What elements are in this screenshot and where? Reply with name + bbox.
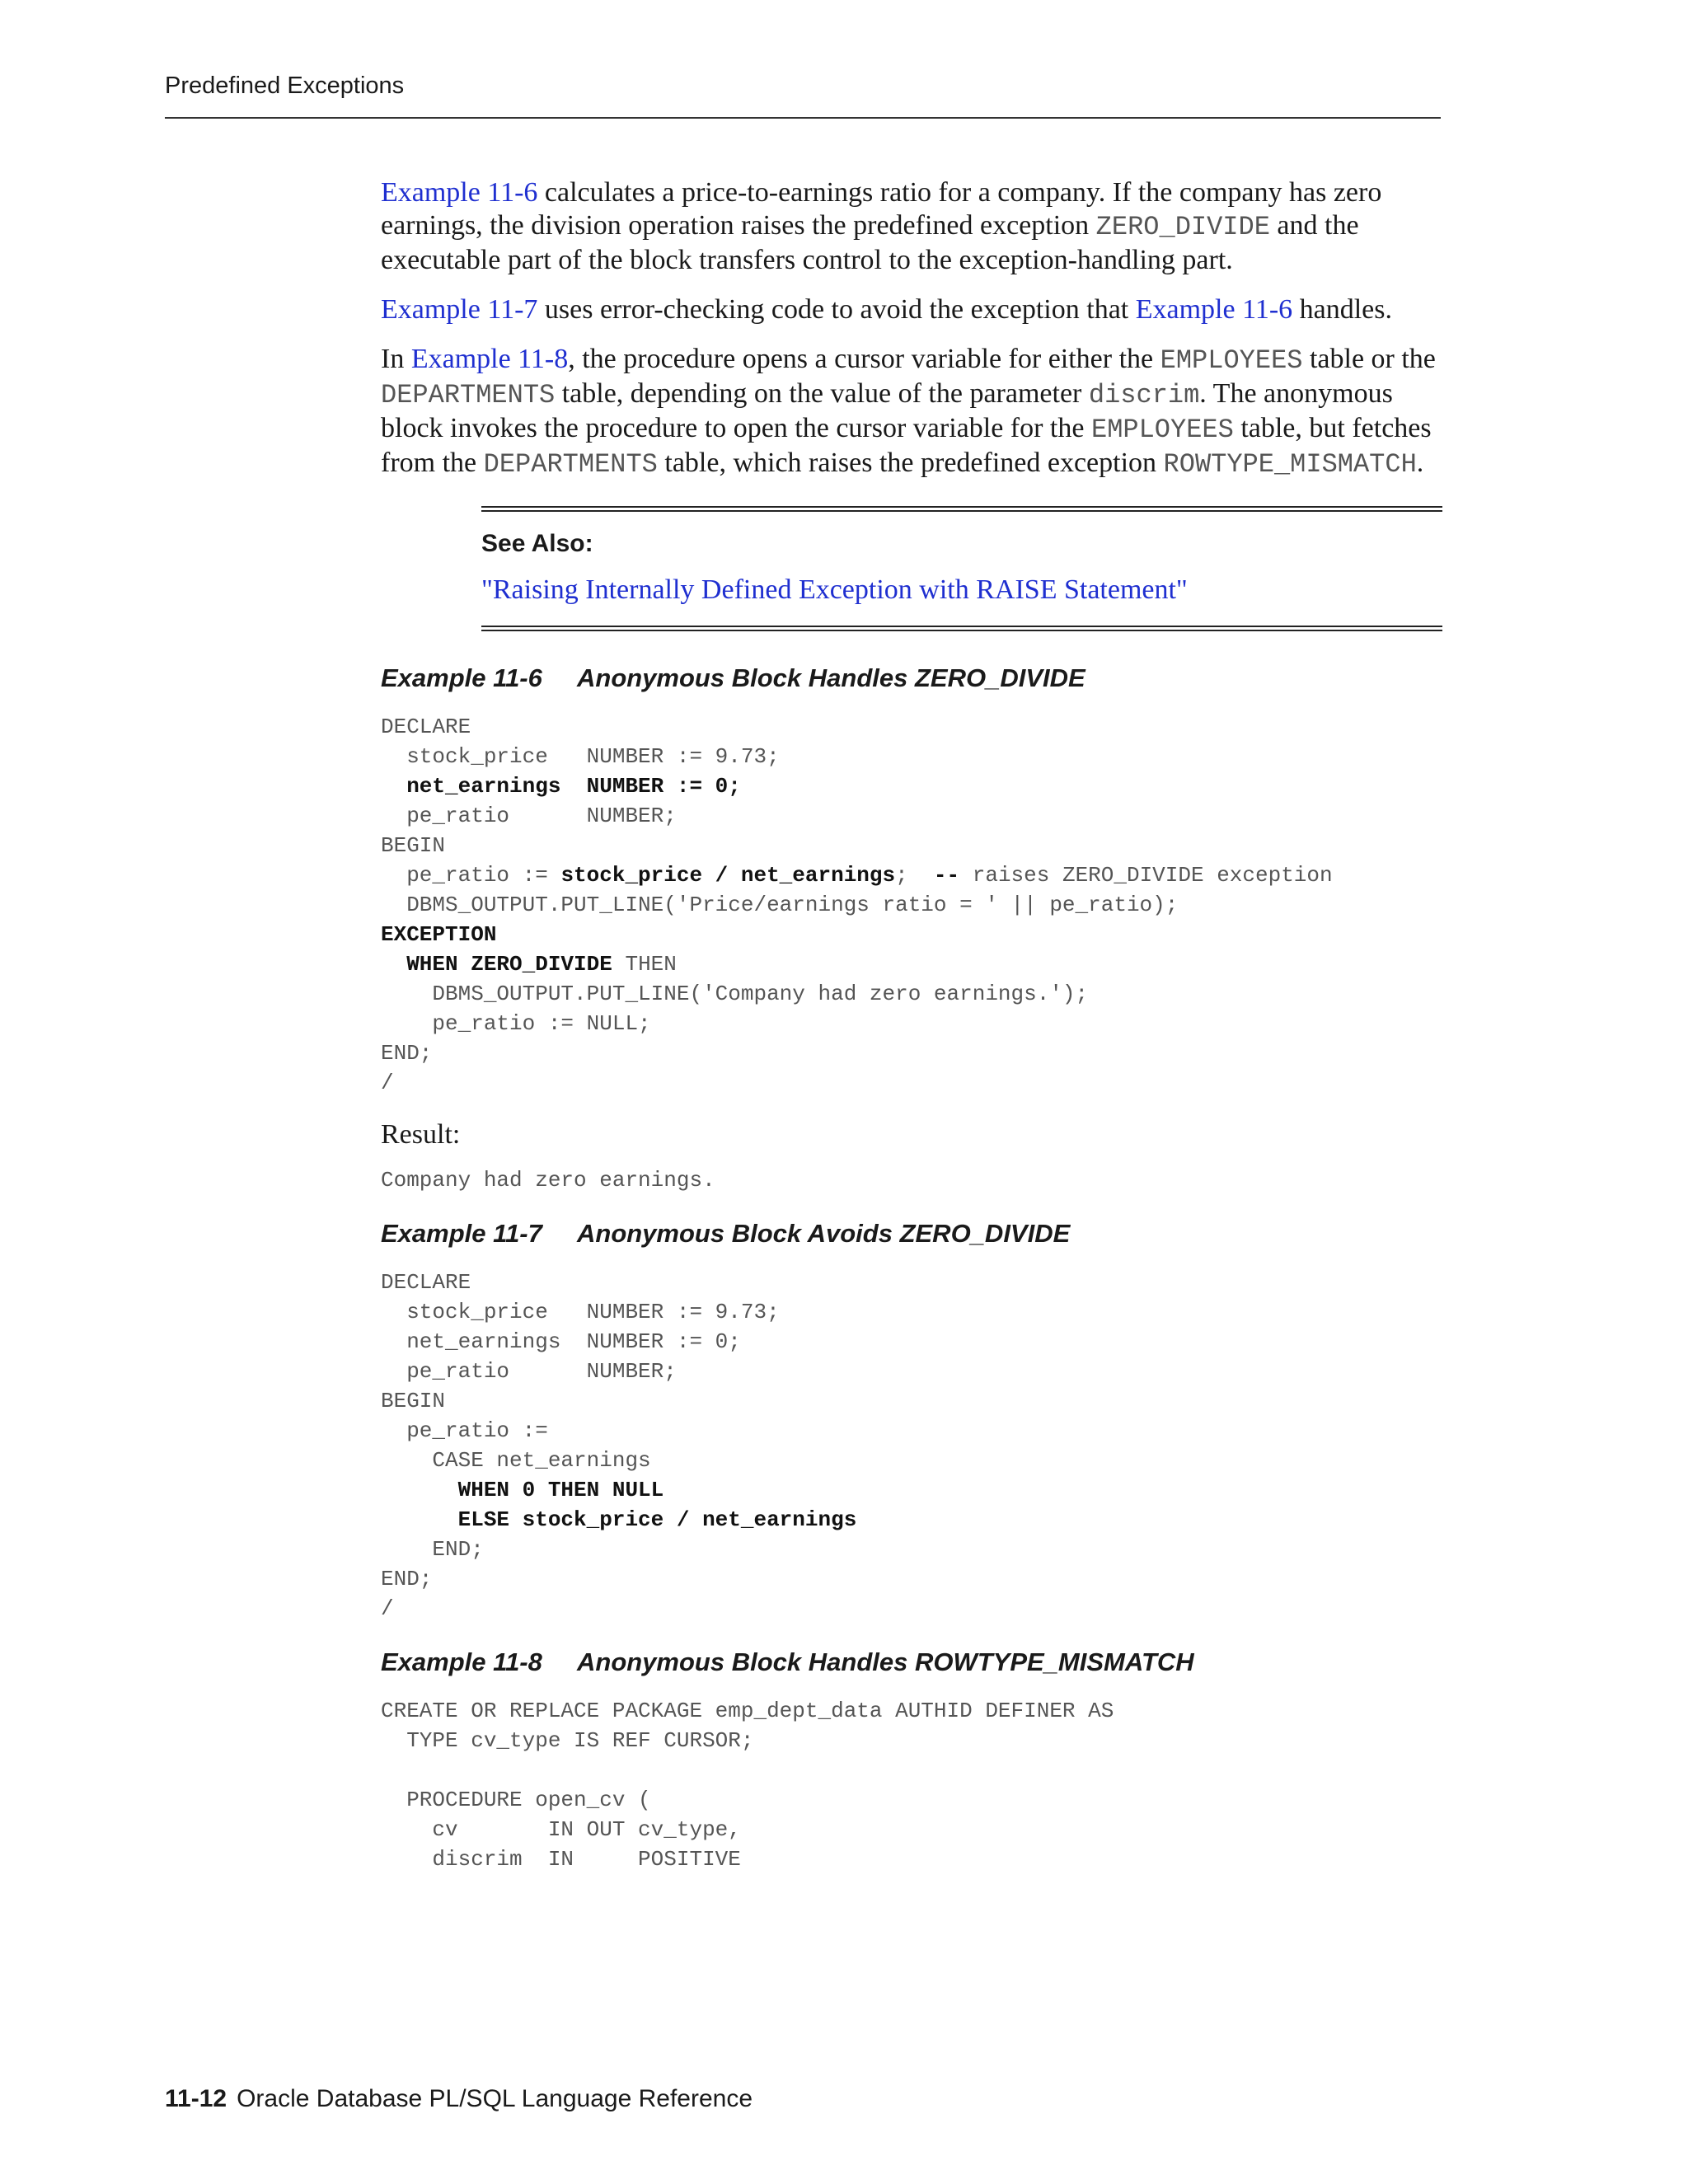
header-rule (165, 117, 1441, 119)
page-footer (165, 2085, 753, 2113)
code-line: BEGIN (381, 1389, 446, 1413)
paragraph-2 (381, 293, 1444, 326)
code-fragment: pe_ratio := (381, 863, 561, 888)
text: table, depending on the value of the parameter (555, 378, 1089, 409)
code-fragment: WHEN ZERO_DIVIDE (381, 952, 612, 977)
code-line: END; (381, 1537, 484, 1562)
code-line: / (381, 1071, 394, 1095)
code-line: stock_price NUMBER := 9.73; (381, 1300, 780, 1324)
code-line: stock_price NUMBER := 9.73; (381, 744, 780, 769)
inline-code: discrim (1088, 380, 1200, 410)
code-line: DECLARE (381, 715, 471, 739)
text: . (1416, 448, 1424, 478)
link-example-11-8[interactable]: Example 11-8 (410, 344, 569, 374)
code-line: BEGIN (381, 833, 446, 858)
example-heading (381, 1218, 1444, 1249)
code-line: pe_ratio := NULL; (381, 1011, 651, 1036)
code-fragment: stock_price / net_earnings (560, 863, 896, 888)
code-line: WHEN 0 THEN NULL (381, 1478, 664, 1502)
page-number: 11-12 (165, 2085, 227, 2112)
paragraph-1 (381, 176, 1444, 277)
text: table or the (1302, 344, 1436, 374)
page-content (381, 176, 1444, 1874)
see-also-link[interactable]: "Raising Internally Defined Exception with RAISE Statement" (481, 574, 1188, 605)
example-number: Example 11-7 (381, 1219, 542, 1248)
code-line: ELSE stock_price / net_earnings (381, 1507, 857, 1532)
code-fragment: -- (933, 863, 960, 888)
code-fragment: ; (895, 863, 934, 888)
example-title: Anonymous Block Avoids ZERO_DIVIDE (577, 1219, 1071, 1248)
inline-code: DEPARTMENTS (381, 380, 556, 410)
text: . The anonymous block invokes the procedure to open the cursor variable for the (381, 378, 1393, 443)
text: In (381, 344, 411, 374)
paragraph-3 (381, 343, 1444, 481)
code-line: pe_ratio NUMBER; (381, 1359, 677, 1384)
code-block (381, 1696, 1444, 1874)
code-block (381, 1268, 1444, 1624)
inline-code: EMPLOYEES (1090, 415, 1234, 445)
inline-code: EMPLOYEES (1160, 345, 1303, 376)
text: table, but fetches from the (381, 413, 1432, 478)
link-example-11-6[interactable]: Example 11-6 (381, 177, 538, 208)
inline-code: DEPARTMENTS (483, 449, 658, 480)
code-line: pe_ratio NUMBER; (381, 804, 677, 828)
code-line: CASE net_earnings (381, 1448, 651, 1473)
example-heading (381, 1647, 1444, 1678)
see-also-top-rule (481, 506, 1442, 512)
text: table, which raises the predefined exception (657, 448, 1164, 478)
text: and the executable part of the block transfers control to the exception-handling part. (381, 210, 1359, 275)
text: handles. (1292, 294, 1392, 325)
code-line: / (381, 1596, 394, 1621)
link-example-11-6[interactable]: Example 11-6 (1135, 294, 1293, 325)
example-title: Anonymous Block Handles ROWTYPE_MISMATCH (577, 1647, 1194, 1676)
code-line: END; (381, 1567, 433, 1591)
code-line: net_earnings NUMBER := 0; (381, 1329, 741, 1354)
code-line: TYPE cv_type IS REF CURSOR; (381, 1728, 754, 1753)
code-line: pe_ratio := (381, 1418, 548, 1443)
code-block (381, 712, 1444, 1098)
example-heading (381, 663, 1444, 694)
see-also-title: See Also: (481, 530, 593, 557)
code-fragment: raises ZERO_DIVIDE exception (959, 863, 1333, 888)
text: calculates a price-to-earnings ratio for a company. If the company has zero earnings, the division operation raises the predefined exception (381, 177, 1382, 241)
code-line: CREATE OR REPLACE PACKAGE emp_dept_data AUTHID DEFINER AS (381, 1699, 1114, 1723)
code-line: DBMS_OUTPUT.PUT_LINE('Price/earnings ratio = ' || pe_ratio); (381, 893, 1179, 917)
example-number: Example 11-8 (381, 1647, 542, 1676)
inline-code: ZERO_DIVIDE (1095, 212, 1270, 242)
inline-code: ROWTYPE_MISMATCH (1163, 449, 1417, 480)
code-fragment: THEN (612, 952, 677, 977)
see-also-bottom-rule (481, 626, 1442, 631)
code-line: DBMS_OUTPUT.PUT_LINE('Company had zero earnings.'); (381, 982, 1089, 1006)
result-label: Result: (381, 1119, 461, 1150)
running-header: Predefined Exceptions (165, 73, 405, 99)
book-title: Oracle Database PL/SQL Language Reference (237, 2085, 753, 2112)
text: , the procedure opens a cursor variable for either the (568, 344, 1160, 374)
see-also-box (481, 506, 1442, 631)
example-title: Anonymous Block Handles ZERO_DIVIDE (577, 663, 1085, 692)
code-line: PROCEDURE open_cv ( (381, 1788, 651, 1812)
example-number: Example 11-6 (381, 663, 542, 692)
code-line: cv IN OUT cv_type, (381, 1817, 741, 1842)
code-line: END; (381, 1041, 433, 1066)
text: uses error-checking code to avoid the exception that (537, 294, 1136, 325)
result-output: Company had zero earnings. (381, 1168, 715, 1193)
code-line: discrim IN POSITIVE (381, 1847, 741, 1872)
code-line: net_earnings NUMBER := 0; (381, 774, 741, 799)
link-example-11-7[interactable]: Example 11-7 (381, 294, 538, 325)
code-line: EXCEPTION (381, 922, 497, 947)
code-line: DECLARE (381, 1270, 471, 1295)
